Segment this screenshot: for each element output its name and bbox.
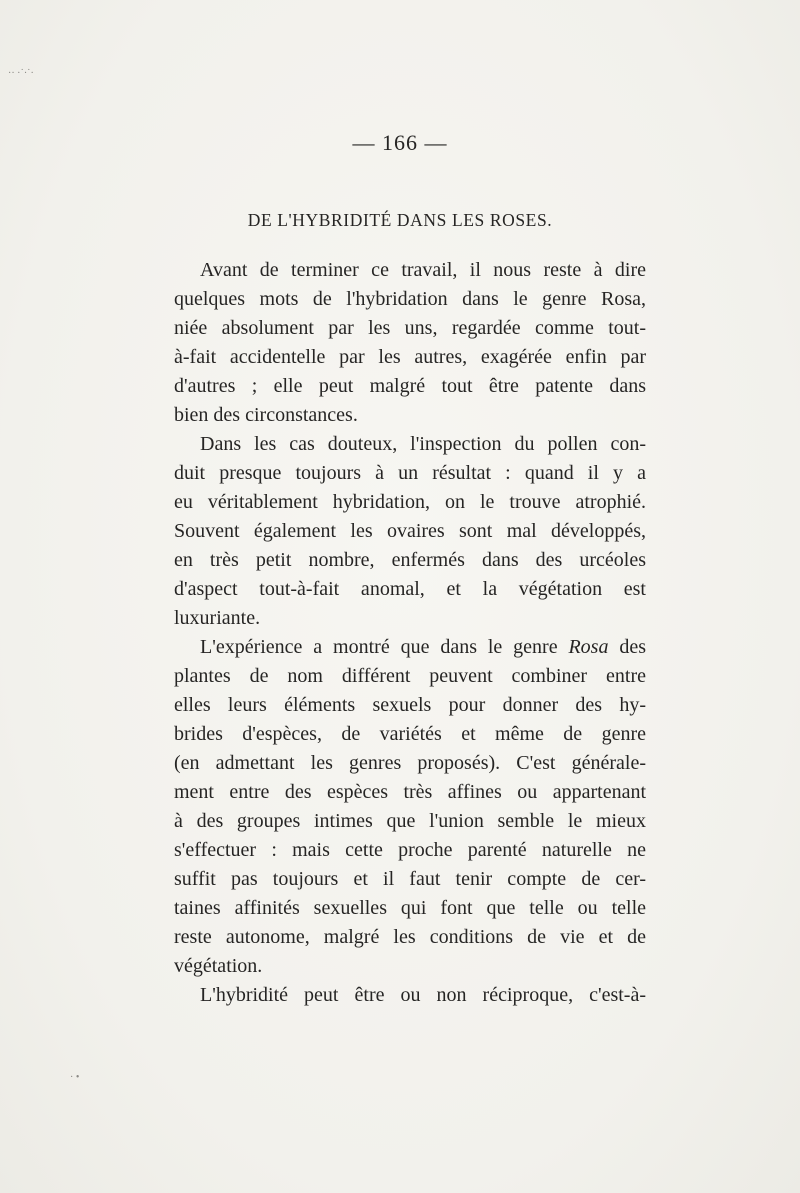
text-segment: à des groupes intimes que l'union semble le mieux bbox=[174, 810, 646, 832]
text-line bbox=[174, 749, 646, 778]
text-line bbox=[174, 343, 646, 372]
text-line bbox=[174, 575, 646, 604]
scan-speck: ·· ·˙·˙· bbox=[8, 68, 34, 79]
text-line bbox=[174, 314, 646, 343]
scan-speck: · • bbox=[70, 1072, 80, 1083]
text-segment: Avant de terminer ce travail, il nous reste à dire bbox=[200, 259, 646, 281]
text-segment: s'effectuer : mais cette proche parenté naturelle ne bbox=[174, 839, 646, 861]
text-segment: Dans les cas douteux, l'inspection du pollen con- bbox=[200, 433, 646, 455]
text-line bbox=[174, 459, 646, 488]
text-line bbox=[174, 894, 646, 923]
text-segment: Souvent également les ovaires sont mal développés, bbox=[174, 520, 646, 542]
text-line bbox=[174, 372, 646, 401]
section-heading: DE L'HYBRIDITÉ DANS LES ROSES. bbox=[247, 210, 553, 230]
text-segment: d'autres ; elle peut malgré tout être patente dans bbox=[174, 375, 646, 397]
body-text bbox=[174, 256, 646, 1010]
text-line bbox=[174, 633, 646, 662]
text-segment: des bbox=[608, 636, 646, 658]
text-line bbox=[174, 691, 646, 720]
text-segment: L'hybridité peut être ou non réciproque, c'est-à- bbox=[200, 984, 646, 1006]
text-segment: suffit pas toujours et il faut tenir compte de cer- bbox=[174, 868, 646, 890]
text-line bbox=[174, 546, 646, 575]
text-line bbox=[174, 430, 646, 459]
text-line bbox=[174, 285, 646, 314]
text-segment: ment entre des espèces très affines ou appartenant bbox=[174, 781, 646, 803]
text-line bbox=[174, 720, 646, 749]
text-line bbox=[174, 401, 646, 430]
text-segment: taines affinités sexuelles qui font que telle ou telle bbox=[174, 897, 646, 919]
text-line bbox=[174, 865, 646, 894]
text-segment: quelques mots de l'hybridation dans le genre Rosa, bbox=[174, 288, 646, 310]
text-segment: plantes de nom différent peuvent combiner entre bbox=[174, 665, 646, 687]
text-line bbox=[174, 778, 646, 807]
text-segment: reste autonome, malgré les conditions de vie et de bbox=[174, 926, 646, 948]
text-segment: brides d'espèces, de variétés et même de genre bbox=[174, 723, 646, 745]
text-line bbox=[174, 952, 646, 981]
text-segment: duit presque toujours à un résultat : quand il y a bbox=[174, 462, 646, 484]
text-segment: végétation. bbox=[174, 955, 263, 977]
text-line bbox=[174, 981, 646, 1010]
text-segment: eu véritablement hybridation, on le trouve atrophié. bbox=[174, 491, 646, 513]
text-segment: niée absolument par les uns, regardée comme tout- bbox=[174, 317, 646, 339]
text-segment: bien des circonstances. bbox=[174, 404, 358, 426]
italic-term: Rosa bbox=[568, 636, 609, 658]
text-line bbox=[174, 604, 646, 633]
text-segment: elles leurs éléments sexuels pour donner des hy- bbox=[174, 694, 646, 716]
text-segment: luxuriante. bbox=[174, 607, 261, 629]
text-line bbox=[174, 256, 646, 285]
text-segment: L'expérience a montré que dans le genre bbox=[200, 636, 569, 658]
text-segment: (en admettant les genres proposés). C'est générale- bbox=[174, 752, 646, 774]
text-line bbox=[174, 807, 646, 836]
page-number: — 166 — bbox=[352, 130, 448, 155]
text-segment: en très petit nombre, enfermés dans des urcéoles bbox=[174, 549, 646, 571]
text-segment: d'aspect tout-à-fait anomal, et la végétation est bbox=[174, 578, 646, 600]
text-line bbox=[174, 488, 646, 517]
text-line bbox=[174, 517, 646, 546]
text-segment: à-fait accidentelle par les autres, exagérée enfin par bbox=[174, 346, 646, 368]
text-line bbox=[174, 662, 646, 691]
text-line bbox=[174, 836, 646, 865]
text-line bbox=[174, 923, 646, 952]
